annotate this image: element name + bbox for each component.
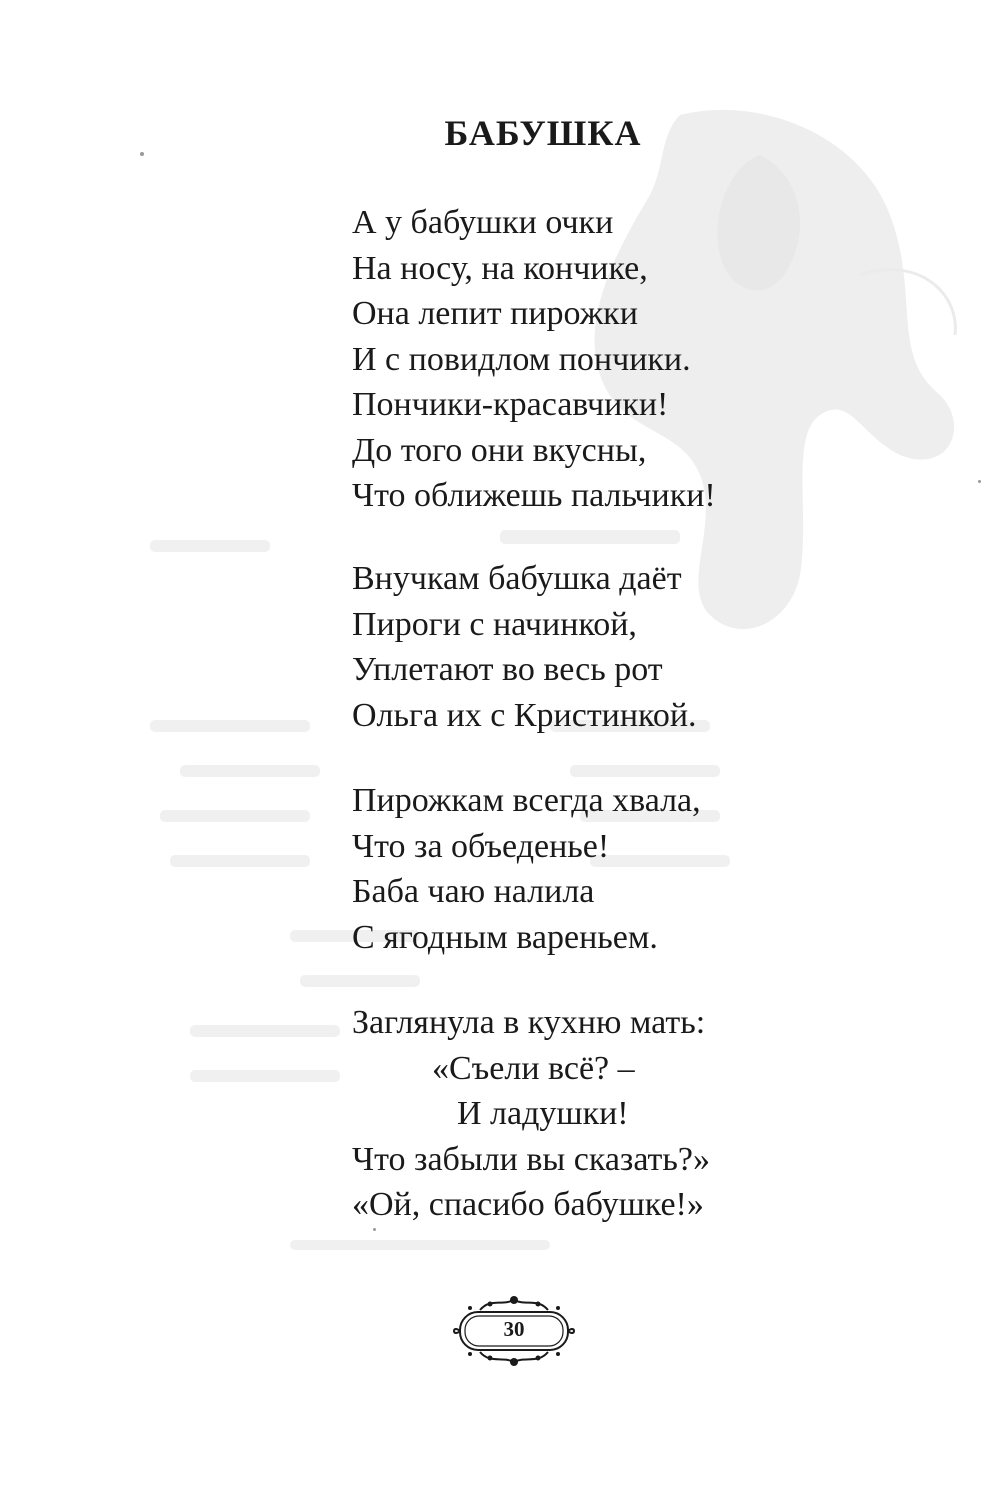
page-number: 30 <box>503 1317 525 1341</box>
stanza-3 <box>352 778 701 960</box>
poem-line: Она лепит пирожки <box>352 295 638 332</box>
poem-title: БАБУШКА <box>444 113 642 153</box>
poem-line: Что забыли вы сказать?» <box>352 1140 711 1178</box>
poem-line: Баба чаю налила <box>352 873 595 910</box>
poem-line: Пончики-красавчики! <box>352 386 669 423</box>
poem-line: До того они вкусны, <box>352 431 647 469</box>
poem-line: А у бабушки очки <box>352 204 614 241</box>
stanza-2 <box>352 556 697 738</box>
poem-line: Ольга их с Кристинкой. <box>352 696 697 734</box>
stanza-4 <box>352 1000 710 1228</box>
poem-line: И с повидлом пончики. <box>352 340 691 378</box>
poem-line: И ладушки! <box>457 1095 629 1132</box>
poem-line: Что оближешь пальчики! <box>352 477 716 514</box>
poem-line: Что за объеденье! <box>352 827 610 865</box>
poem-line: Уплетают во весь рот <box>352 651 663 688</box>
poem-line: Пирожкам всегда хвала, <box>352 782 701 819</box>
poem-line: Заглянула в кухню мать: <box>352 1004 706 1041</box>
poem-line: Внучкам бабушка даёт <box>352 560 682 597</box>
scan-speck <box>978 480 981 483</box>
poem-line: «Ой, спасибо бабушке!» <box>352 1186 704 1223</box>
poem-line: «Съели всё? – <box>432 1049 635 1087</box>
poem-line: С ягодным вареньем. <box>352 918 658 956</box>
poem-line: Пироги с начинкой, <box>352 605 637 643</box>
poem-line: На носу, на кончике, <box>352 249 648 287</box>
stanza-1 <box>352 200 716 519</box>
scan-speck <box>373 1228 376 1231</box>
